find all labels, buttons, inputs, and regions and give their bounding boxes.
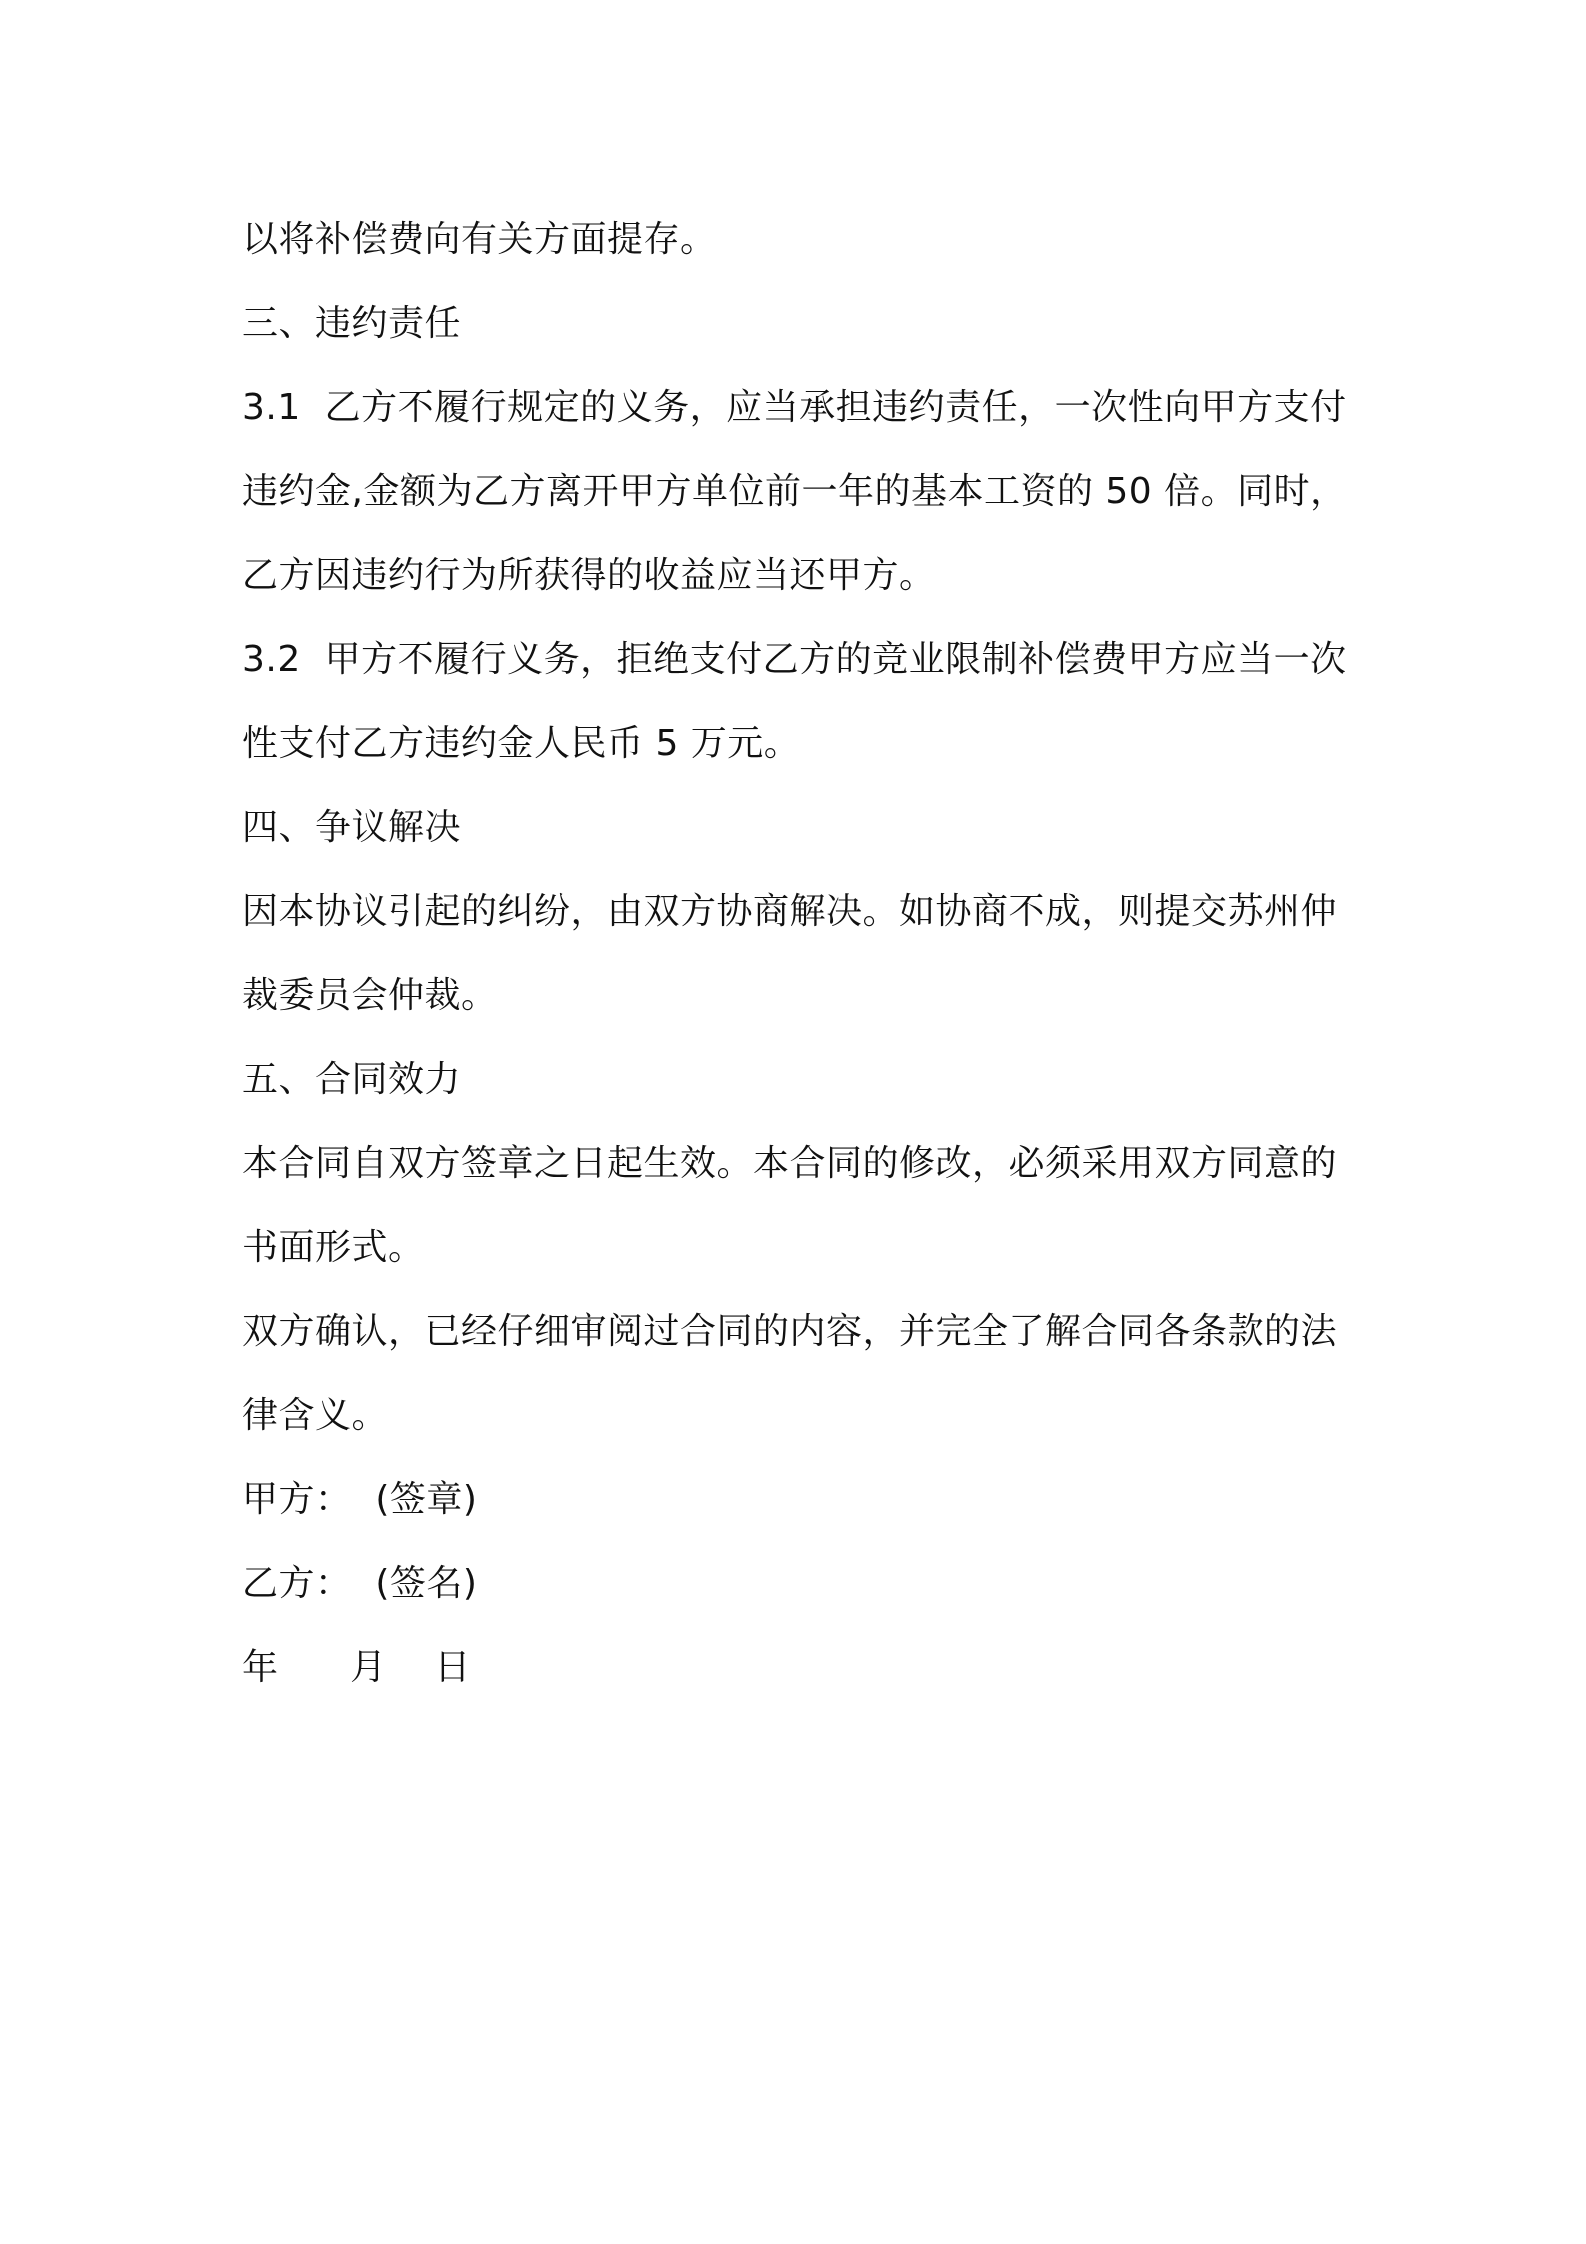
validity-text-line-1: 本合同自双方签章之日起生效。本合同的修改，必须采用双方同意的 (242, 1143, 1338, 1184)
paragraph-continuation: 以将补偿费向有关方面提存。 (242, 219, 717, 260)
dispute-text-line-2: 裁委员会仲裁。 (242, 975, 498, 1016)
section-heading-validity: 五、合同效力 (242, 1059, 462, 1100)
document-body (242, 198, 1362, 1710)
validity-text-line-2: 书面形式。 (242, 1227, 425, 1268)
clause-3-1-line-3: 乙方因违约行为所获得的收益应当还甲方。 (242, 555, 936, 596)
party-b-signature-line: 乙方： (签名) (242, 1563, 478, 1604)
section-heading-dispute: 四、争议解决 (242, 807, 462, 848)
section-heading-breach: 三、违约责任 (242, 303, 462, 344)
clause-3-1-line-1: 3.1 乙方不履行规定的义务，应当承担违约责任，一次性向甲方支付 (242, 387, 1347, 428)
confirmation-text-line-1: 双方确认，已经仔细审阅过合同的内容，并完全了解合同各条款的法 (242, 1311, 1338, 1352)
dispute-text-line-1: 因本协议引起的纠纷，由双方协商解决。如协商不成，则提交苏州仲 (242, 891, 1338, 932)
confirmation-text-line-2: 律含义。 (242, 1395, 389, 1436)
clause-3-2-line-1: 3.2 甲方不履行义务，拒绝支付乙方的竞业限制补偿费甲方应当一次 (242, 639, 1347, 680)
clause-3-1-line-2: 违约金,金额为乙方离开甲方单位前一年的基本工资的 50 倍。同时， (242, 471, 1347, 512)
clause-3-2-line-2: 性支付乙方违约金人民币 5 万元。 (242, 723, 801, 764)
date-line: 年 月 日 (242, 1647, 471, 1688)
party-a-signature-line: 甲方： (签章) (242, 1479, 478, 1520)
